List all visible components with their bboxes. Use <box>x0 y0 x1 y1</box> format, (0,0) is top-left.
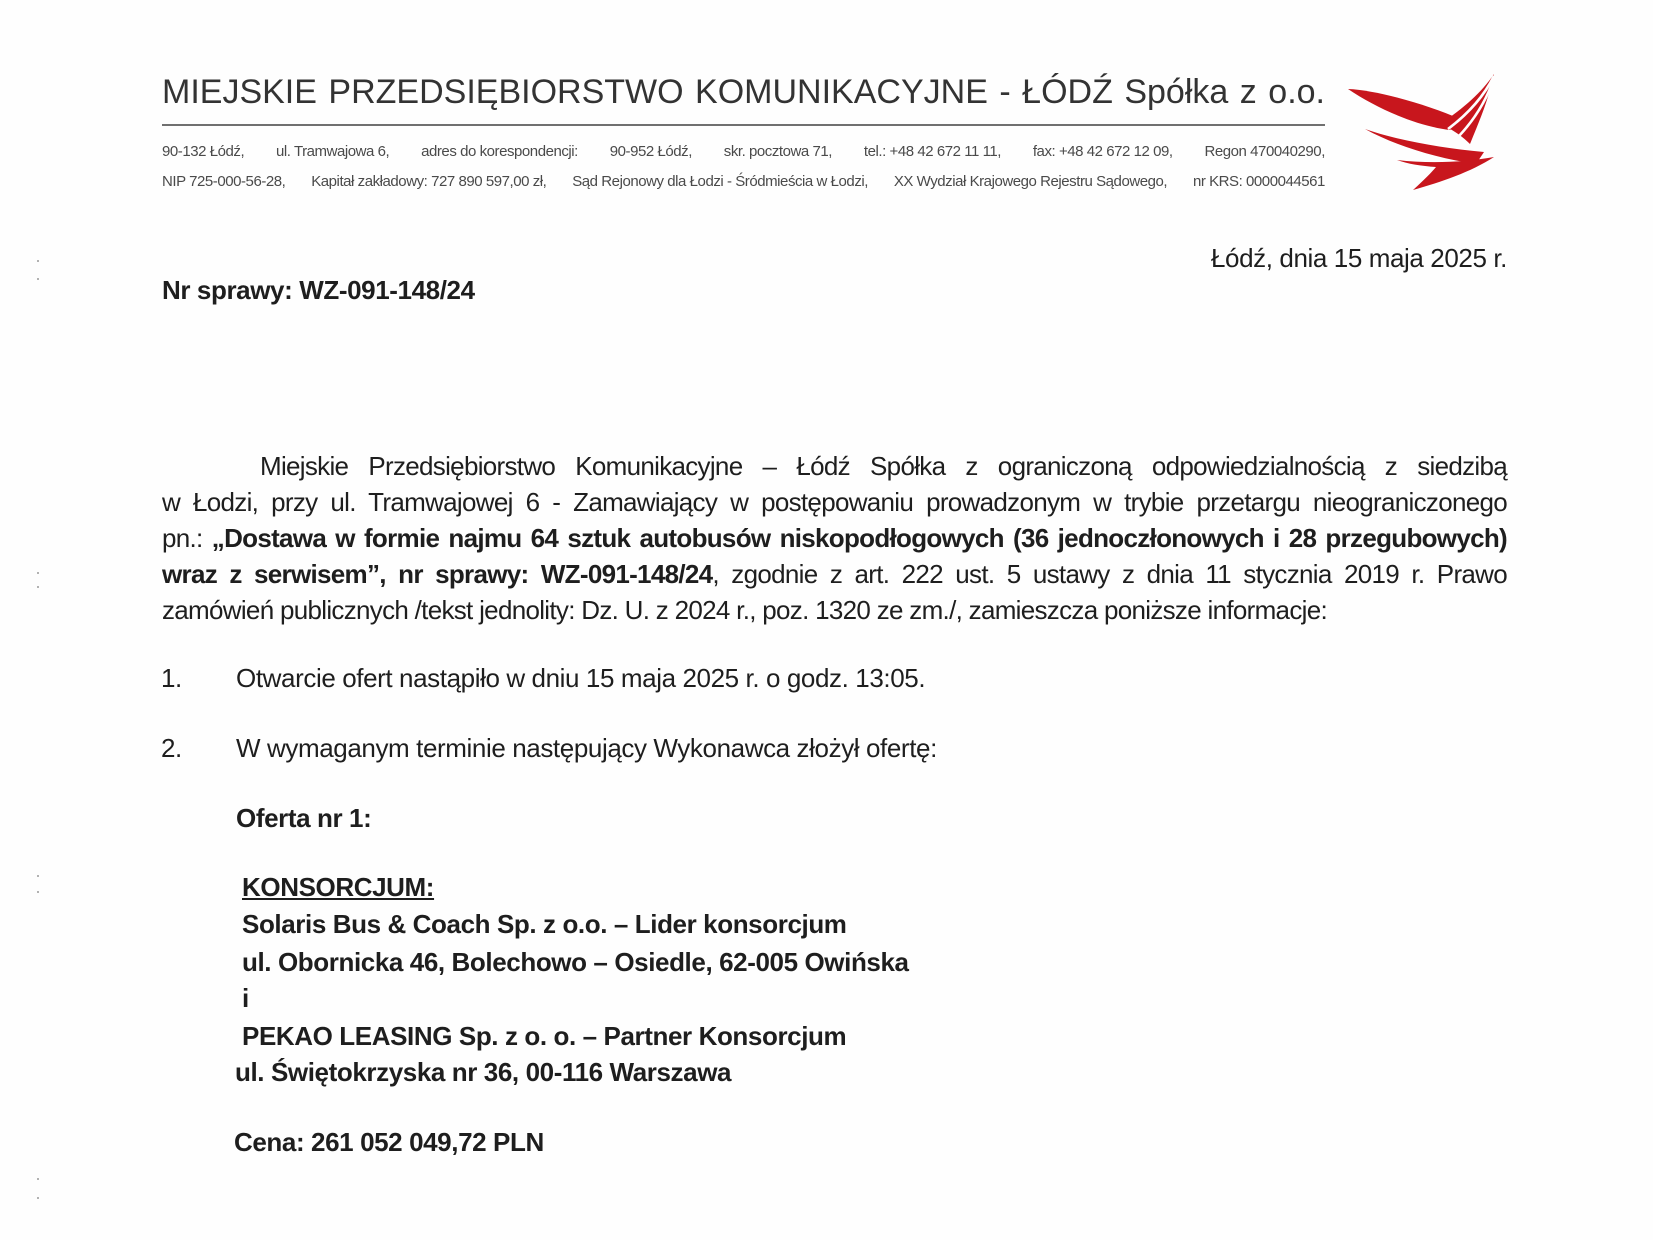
paragraph-text: pn.: <box>162 523 203 553</box>
list-item-text: W wymaganym terminie następujący Wykonawca złożył ofertę: <box>236 733 937 763</box>
address-line-2 <box>162 172 1325 192</box>
list-item-text: Otwarcie ofert nastąpiło w dniu 15 maja 2025 r. o godz. 13:05. <box>236 663 926 693</box>
scan-speck <box>37 891 39 893</box>
tender-title: „Dostawa w formie najmu 64 sztuk autobusów niskopodłogowych (36 jednoczłonowych i 28 przegubowych) <box>211 523 1507 553</box>
company-name: MIEJSKIE PRZEDSIĘBIORSTWO KOMUNIKACYJNE - ŁÓDŹ Spółka z o.o. <box>162 73 1325 111</box>
conjunction: i <box>242 983 249 1013</box>
paragraph-text: , zgodnie z art. 222 ust. 5 ustawy z dnia 11 stycznia 2019 r. Prawo <box>712 559 1507 589</box>
address-segment: Kapitał zakładowy: 727 890 597,00 zł, <box>311 173 547 190</box>
address-segment: ul. Tramwajowa 6, <box>276 143 390 160</box>
letterhead-divider <box>162 124 1325 126</box>
paragraph-line <box>162 556 1507 592</box>
tender-title-continued: wraz z serwisem”, nr sprawy: WZ-091-148/24 <box>162 559 713 589</box>
scan-speck <box>37 1178 39 1180</box>
address-segment: 90-132 Łódź, <box>162 143 245 160</box>
paragraph-line: Miejskie Przedsiębiorstwo Komunikacyjne – Łódź Spółka z ograniczoną odpowiedzialnością z siedzibą <box>260 451 1507 481</box>
address-segment: skr. pocztowa 71, <box>723 143 833 160</box>
address-segment: Regon 470040290, <box>1204 143 1325 160</box>
intro-paragraph <box>162 448 1507 628</box>
address-segment: NIP 725-000-56-28, <box>162 173 286 190</box>
scan-speck <box>37 260 39 262</box>
address-line-1 <box>162 142 1325 162</box>
address-segment: nr KRS: 0000044561 <box>1192 173 1325 190</box>
logo-stripes <box>1440 74 1494 144</box>
address-segment: Sąd Rejonowy dla Łodzi - Śródmieścia w Łodzi, <box>572 173 868 190</box>
scan-speck <box>37 1197 39 1199</box>
company-logo <box>1346 72 1497 193</box>
place-and-date: Łódź, dnia 15 maja 2025 r. <box>1210 243 1507 273</box>
address-segment: fax: +48 42 672 12 09, <box>1032 143 1173 160</box>
scan-speck <box>37 572 39 574</box>
scan-speck <box>37 586 39 588</box>
address-segment: adres do korespondencji: <box>421 143 578 160</box>
consortium-leader-address: ul. Obornicka 46, Bolechowo – Osiedle, 62-005 Owińska <box>242 947 909 977</box>
offer-heading: Oferta nr 1: <box>236 803 372 833</box>
paragraph-line: w Łodzi, przy ul. Tramwajowej 6 - Zamawiający w postępowaniu prowadzonym w trybie przetargu nieograniczonego <box>162 487 1507 517</box>
address-segment: 90-952 Łódź, <box>609 143 692 160</box>
consortium-leader-name: Solaris Bus & Coach Sp. z o.o. – Lider konsorcjum <box>242 909 847 939</box>
paragraph-line <box>162 520 1507 556</box>
address-segment: tel.: +48 42 672 11 11, <box>863 143 1001 160</box>
case-number: Nr sprawy: WZ-091-148/24 <box>162 275 475 305</box>
list-number: 2. <box>161 733 182 763</box>
scan-speck <box>37 875 39 877</box>
consortium-label: KONSORCJUM: <box>242 872 435 902</box>
address-segment: XX Wydział Krajowego Rejestru Sądowego, <box>893 173 1168 190</box>
logo-lower-arrow <box>1397 157 1494 190</box>
consortium-partner-address: ul. Świętokrzyska nr 36, 00-116 Warszawa <box>235 1057 732 1087</box>
consortium-partner-name: PEKAO LEASING Sp. z o. o. – Partner Konsorcjum <box>242 1021 847 1051</box>
list-number: 1. <box>161 663 182 693</box>
paragraph-line: zamówień publicznych /tekst jednolity: Dz. U. z 2024 r., poz. 1320 ze zm./, zamieszcza poniższe informacje: <box>162 595 1327 625</box>
offer-price: Cena: 261 052 049,72 PLN <box>234 1127 544 1157</box>
scan-speck <box>37 278 39 280</box>
